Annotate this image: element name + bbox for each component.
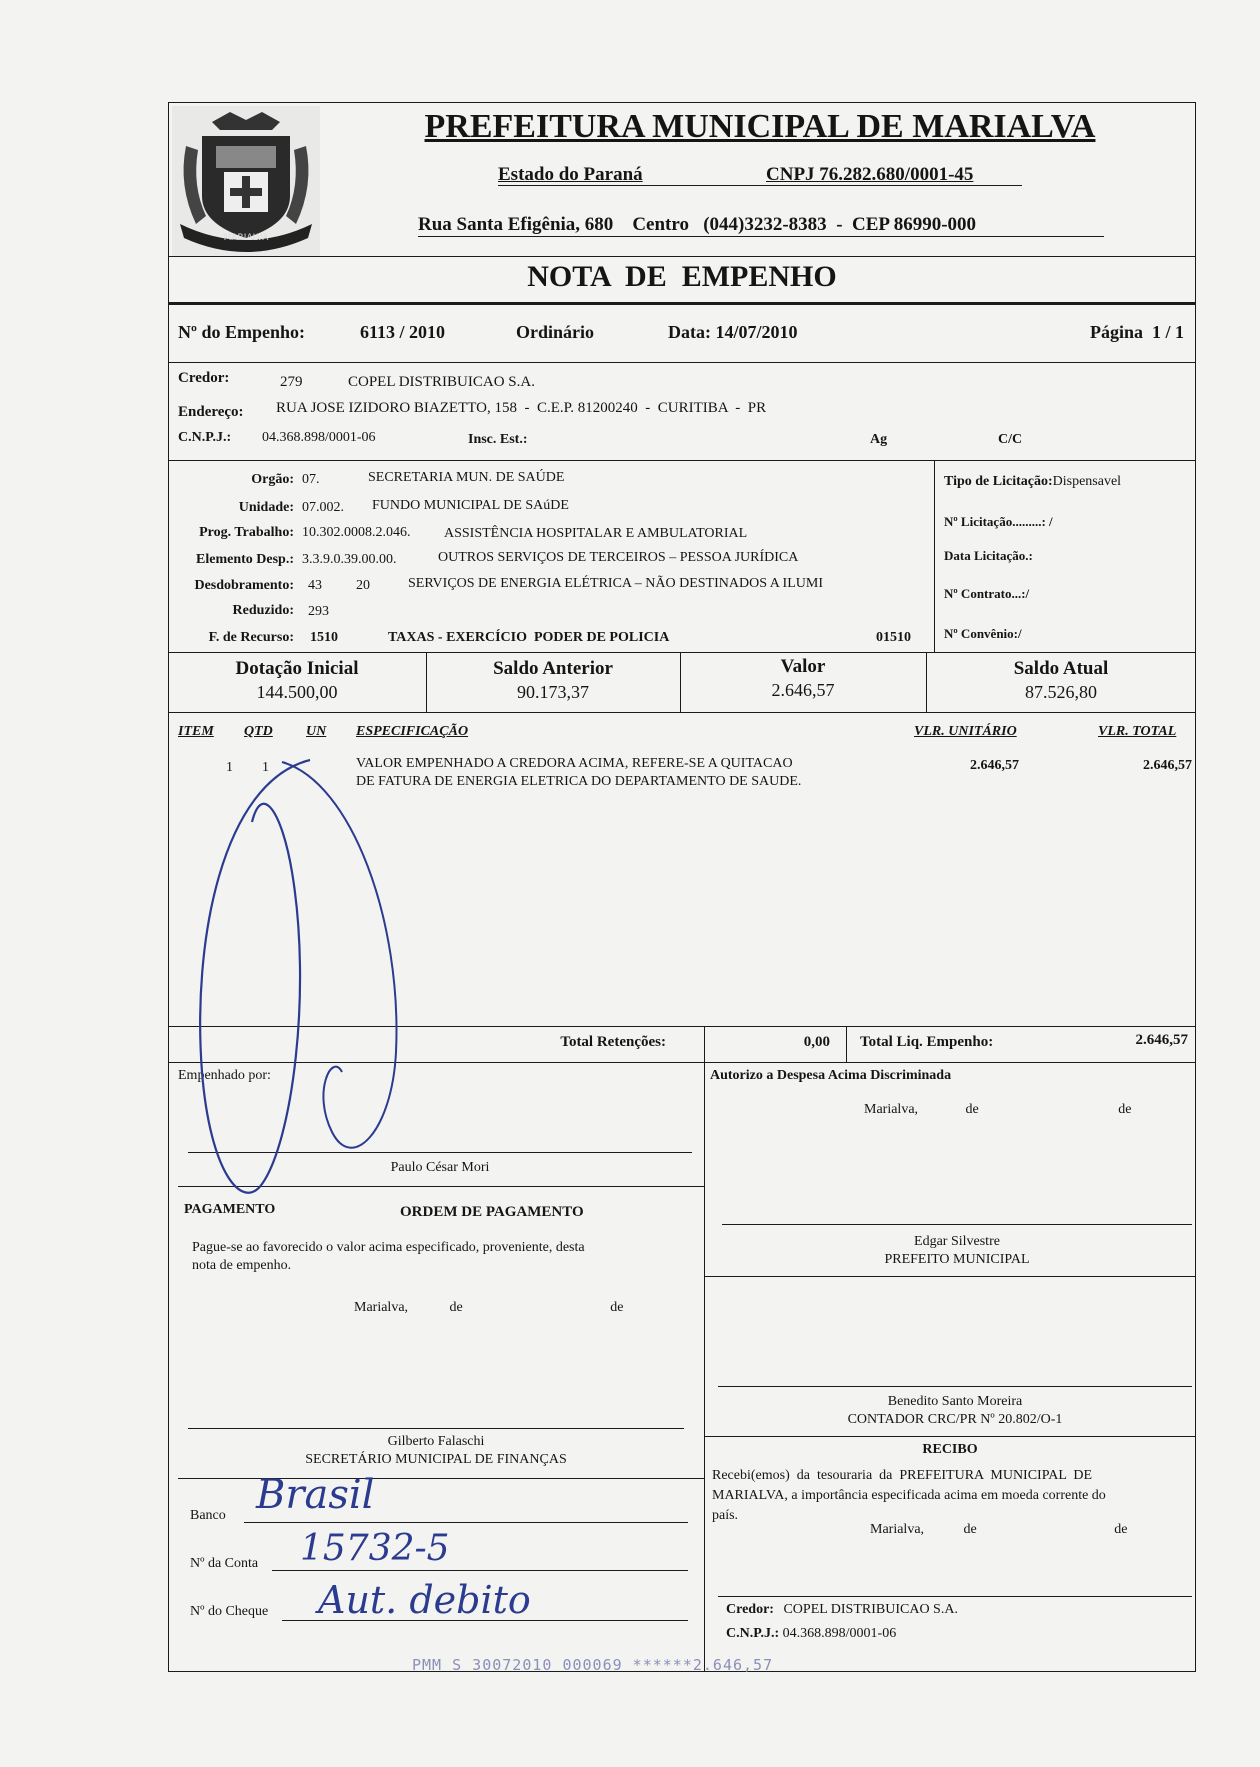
separator: -: [836, 214, 843, 235]
address-line: [418, 214, 976, 236]
orgao-code: 07.: [302, 472, 320, 487]
banco-label: Banco: [190, 1508, 226, 1523]
page-number: Página 1 / 1: [1089, 322, 1184, 342]
credor-address: RUA JOSE IZIDORO BIAZETTO, 158 - C.E.P. 81200240 - CURITIBA - PR: [276, 400, 767, 416]
retencoes-label: Total Retenções:: [560, 1034, 666, 1050]
credor-label: Credor:: [178, 370, 230, 386]
recibo-city: Marialva,: [870, 1522, 925, 1537]
balance-valor-value: 2.646,57: [771, 680, 835, 700]
prog-trabalho-name: ASSISTÊNCIA HOSPITALAR E AMBULATORIAL: [444, 526, 748, 541]
pagamento-city: Marialva,: [354, 1300, 409, 1315]
recibo-credor-name: COPEL DISTRIBUICAO S.A.: [783, 1602, 958, 1617]
classification-divider: [934, 460, 935, 652]
autorizo-de1: de: [965, 1102, 979, 1117]
document-title: NOTA DE EMPENHO: [527, 260, 837, 293]
header-divider: [168, 256, 1196, 257]
licitacao-type: [944, 474, 1121, 490]
autorizo-de2: de: [1118, 1102, 1132, 1117]
item-number: 1: [226, 760, 233, 775]
balance-bottom: [168, 712, 1196, 713]
pagamento-de1: de: [449, 1300, 463, 1315]
recurso-label: F. de Recurso:: [208, 630, 294, 645]
banco-line: [244, 1522, 688, 1523]
reduzido-label: Reduzido:: [232, 603, 294, 618]
state-label: Estado do Paraná: [498, 164, 643, 185]
cc-label: C/C: [998, 432, 1023, 447]
empenho-date: Data: 14/07/2010: [668, 322, 798, 342]
recibo-de1: de: [963, 1522, 977, 1537]
recibo-sign-line: [718, 1596, 1192, 1597]
convenio-number: Nº Convênio:/: [944, 626, 1022, 641]
balance-dotacao-label: Dotação Inicial: [235, 658, 359, 679]
handwritten-oval-mark: [182, 752, 422, 1212]
balance-saldo-anterior-label: Saldo Anterior: [493, 658, 613, 679]
ag-label: Ag: [870, 432, 888, 447]
recibo-credor: [726, 1602, 958, 1618]
recibo-title: RECIBO: [922, 1442, 978, 1457]
credor-cnpj-label: C.N.P.J.:: [178, 430, 232, 445]
cheque-label: Nº do Cheque: [190, 1604, 269, 1619]
conta-handwritten: 15732-5: [300, 1528, 450, 1569]
items-col-un: UN: [306, 724, 327, 739]
coat-of-arms-icon: [172, 106, 320, 256]
licitacao-number: Nº Licitação.........: /: [944, 514, 1053, 529]
state-underline: [498, 185, 1022, 186]
items-col-qtd: QTD: [244, 724, 273, 739]
phone: (044)3232-8383: [703, 214, 827, 235]
prefeitura-cnpj: CNPJ 76.282.680/0001-45: [766, 164, 974, 185]
empenhado-name: Paulo César Mori: [390, 1160, 490, 1175]
elemento-code: 3.3.9.0.39.00.00.: [302, 552, 397, 567]
autorizo-date: [864, 1102, 1131, 1118]
totals-divider-2: [846, 1026, 847, 1062]
cheque-handwritten: Aut. debito: [318, 1578, 531, 1622]
empenho-type: Ordinário: [516, 322, 595, 342]
orgao-name: SECRETARIA MUN. DE SAÚDE: [368, 470, 565, 485]
item-unit-value: 2.646,57: [970, 758, 1019, 773]
credor-code: 279: [280, 374, 303, 390]
district: Centro: [632, 214, 689, 235]
autorizo-label: Autorizo a Despesa Acima Discriminada: [710, 1068, 952, 1083]
item-total-value: 2.646,57: [1143, 758, 1192, 773]
items-col-total: VLR. TOTAL: [1098, 724, 1177, 739]
recurso-extra: 01510: [876, 630, 911, 645]
balance-saldo-atual-label: Saldo Atual: [1013, 658, 1109, 679]
address-label: Endereço:: [178, 404, 244, 420]
secretario-name: Gilberto Falaschi: [387, 1434, 485, 1449]
items-col-item: ITEM: [178, 724, 214, 739]
elemento-name: OUTROS SERVIÇOS DE TERCEIROS – PESSOA JURÍDICA: [438, 550, 799, 565]
unidade-label: Unidade:: [238, 500, 294, 515]
total-liq-label: Total Liq. Empenho:: [860, 1034, 994, 1050]
pagamento-de2: de: [610, 1300, 624, 1315]
desdobramento-label: Desdobramento:: [194, 578, 294, 593]
balance-saldo-anterior: [426, 658, 680, 703]
orgao-label: Orgão:: [251, 472, 294, 487]
title-divider: [168, 302, 1196, 305]
item-spec-line1: VALOR EMPENHADO A CREDORA ACIMA, REFERE-SE A QUITACAO: [356, 756, 793, 771]
recurso-name: TAXAS - EXERCÍCIO PODER DE POLICIA: [388, 630, 670, 645]
secretario-title: SECRETÁRIO MUNICIPAL DE FINANÇAS: [305, 1452, 567, 1467]
prog-trabalho-label: Prog. Trabalho:: [199, 525, 294, 540]
item-qtd: 1: [262, 760, 269, 775]
autorizo-city: Marialva,: [864, 1102, 919, 1117]
reduzido-value: 293: [308, 604, 329, 619]
desdobramento-code2: 20: [356, 578, 370, 593]
balance-valor: [680, 656, 926, 701]
recibo-cnpj-label: C.N.P.J.:: [726, 1626, 780, 1641]
contador-bottom: [704, 1436, 1196, 1437]
recibo-cnpj-value: 04.368.898/0001-06: [782, 1626, 897, 1641]
pagamento-label: PAGAMENTO: [184, 1202, 276, 1217]
credor-divider: [168, 460, 1196, 461]
total-liq-value: 2.646,57: [1135, 1032, 1188, 1048]
prefeito-sign-line: [722, 1224, 1192, 1225]
licitacao-date: Data Licitação.:: [944, 548, 1033, 563]
pagamento-text-line2: nota de empenho.: [192, 1258, 292, 1273]
banco-handwritten: Brasil: [256, 1472, 375, 1518]
prefeitura-title: PREFEITURA MUNICIPAL DE MARIALVA: [424, 108, 1096, 145]
empenho-number: 6113 / 2010: [360, 322, 446, 342]
payment-stamp: PMM S 30072010 000069 ******2.646,57: [412, 1656, 774, 1674]
recibo-credor-label: Credor:: [726, 1602, 774, 1617]
credor-cnpj: 04.368.898/0001-06: [262, 430, 376, 445]
desdobramento-code1: 43: [308, 578, 322, 593]
recibo-date: [870, 1522, 1127, 1538]
insc-est-label: Insc. Est.:: [468, 432, 528, 447]
balance-valor-label: Valor: [780, 656, 826, 677]
balance-saldo-atual-value: 87.526,80: [1025, 682, 1097, 702]
cep: CEP 86990-000: [852, 214, 977, 235]
coat-of-arms: [172, 106, 320, 256]
pagamento-text-line1: Pague-se ao favorecido o valor acima especificado, proveniente, desta: [192, 1240, 585, 1255]
contador-title: CONTADOR CRC/PR Nº 20.802/O-1: [847, 1412, 1063, 1427]
empenhado-label: Empenhado por:: [178, 1068, 271, 1083]
recibo-text-line1: Recebi(emos) da tesouraria da PREFEITURA MUNICIPAL DE: [712, 1468, 1093, 1483]
conta-line: [272, 1570, 688, 1571]
balance-dotacao: [168, 658, 426, 703]
signature-vertical: [704, 1062, 705, 1672]
totals-divider-1: [704, 1026, 705, 1062]
conta-label: Nº da Conta: [190, 1556, 259, 1571]
unidade-code: 07.002.: [302, 500, 344, 515]
street: Rua Santa Efigênia, 680: [418, 214, 614, 235]
classification-bottom: [168, 652, 1196, 653]
elemento-label: Elemento Desp.:: [196, 552, 294, 567]
recurso-code: 1510: [310, 630, 338, 645]
balance-saldo-anterior-value: 90.173,37: [517, 682, 589, 702]
licitacao-type-label: Tipo de Licitação:: [944, 474, 1053, 489]
recibo-text-line3: país.: [712, 1508, 739, 1523]
recibo-de2: de: [1114, 1522, 1128, 1537]
items-col-unit: VLR. UNITÁRIO: [914, 724, 1017, 739]
secretario-sign-line: [188, 1428, 684, 1429]
balance-saldo-atual: [926, 658, 1196, 703]
empenho-divider: [168, 362, 1196, 363]
unidade-name: FUNDO MUNICIPAL DE SAúDE: [372, 498, 569, 513]
contract-number: Nº Contrato...:/: [944, 586, 1030, 601]
prefeito-title: PREFEITO MUNICIPAL: [884, 1252, 1030, 1267]
items-col-spec: ESPECIFICAÇÃO: [356, 724, 469, 739]
recibo-text-line2: MARIALVA, a importância especificada acima em moeda corrente do: [712, 1488, 1106, 1503]
licitacao-type-value: Dispensavel: [1052, 474, 1122, 489]
item-spec-line2: DE FATURA DE ENERGIA ELETRICA DO DEPARTAMENTO DE SAUDE.: [356, 774, 802, 789]
ordem-pagamento-label: ORDEM DE PAGAMENTO: [400, 1204, 584, 1220]
svg-text:MARIALVA: MARIALVA: [223, 233, 269, 243]
credor-name: COPEL DISTRIBUICAO S.A.: [348, 374, 535, 390]
contador-name: Benedito Santo Moreira: [887, 1394, 1023, 1409]
recibo-cnpj: [726, 1626, 896, 1642]
retencoes-value: 0,00: [803, 1034, 830, 1050]
desdobramento-name: SERVIÇOS DE ENERGIA ELÉTRICA – NÃO DESTINADOS A ILUMI: [408, 576, 823, 591]
contador-sign-line: [718, 1386, 1192, 1387]
balance-dotacao-value: 144.500,00: [256, 682, 338, 702]
pagamento-date: [354, 1300, 623, 1316]
empenho-number-label: Nº do Empenho:: [178, 322, 305, 342]
prefeito-name: Edgar Silvestre: [914, 1234, 1000, 1249]
prefeito-bottom: [704, 1276, 1196, 1277]
prog-trabalho-code: 10.302.0008.2.046.: [302, 525, 411, 540]
address-underline: [418, 236, 1104, 237]
